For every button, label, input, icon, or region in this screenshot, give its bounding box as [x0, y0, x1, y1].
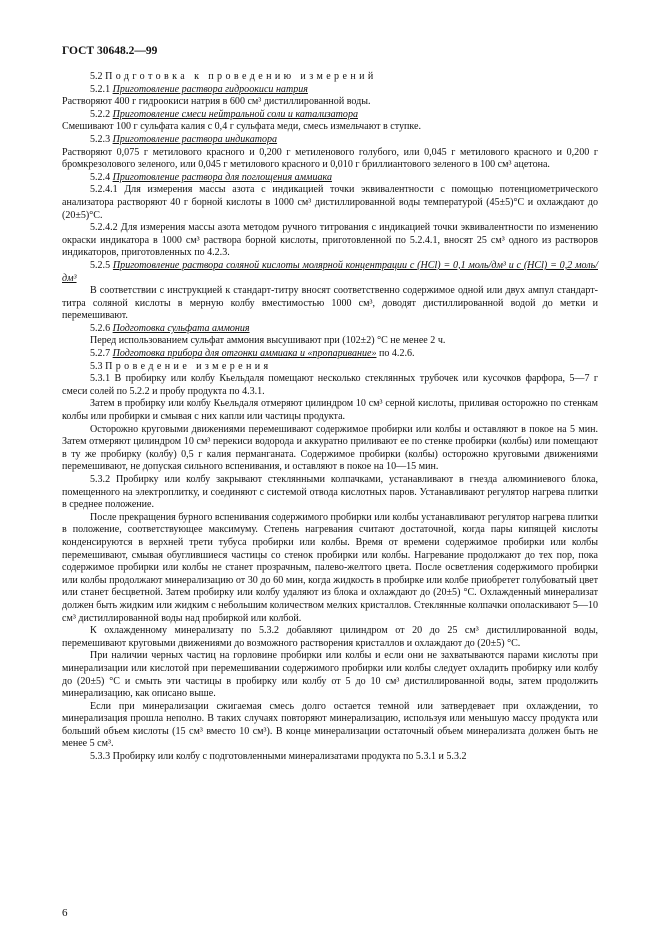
paragraph: Смешивают 100 г сульфата калия с 0,4 г сульфата меди, смесь измельчают в ступке. — [62, 121, 421, 133]
paragraph: Перед использованием сульфат аммония высушивают при (102±2) °С не менее 2 ч. — [90, 335, 446, 347]
subsection-heading: 5.2.1 Приготовление раствора гидроокиси натрия — [90, 83, 308, 95]
paragraph: Растворяют 400 г гидроокиси натрия в 600 см³ дистиллированной воды. — [62, 96, 371, 108]
spaced-heading: Подготовка к проведению измерений — [105, 71, 377, 82]
paragraph: 5.3.3 Пробирку или колбу с подготовленными минерализатами продукта по 5.3.1 и 5.3.2 — [90, 751, 467, 763]
section-heading: 5.3 Проведение измерения — [90, 360, 272, 372]
subsection-heading: 5.2.3 Приготовление раствора индикатора — [90, 133, 278, 145]
paragraph: 5.2.4.1 Для измерения массы азота с индикацией точки эквивалентности с помощью потенциометрического анализатора растворяют 40 г борной кислоты в 1000 см³ дистиллированной воды температурой (45±5)°С и охлаждают до (20±5)°С. — [62, 184, 598, 221]
subsection-heading: 5.2.6 Подготовка сульфата аммония — [90, 322, 250, 334]
paragraph: 5.2.4.2 Для измерения массы азота методом ручного титрования с индикацией точки эквивалентности по изменению окраски индикатора в 1000 см³ раствора борной кислоты, приготовленной по 5.2.4.1, вносят 25 см³ одного из растворов индикаторов, приготовленных по 4.2.3. — [62, 222, 598, 259]
paragraph: Растворяют 0,075 г метилового красного и 0,200 г метиленового голубого, или 0,045 г метилового красного и 0,200 г бромкрезолового зеленого, или 0,045 г метилового красного и 0,010 г бриллиантового зеленого в 100 см³ ацетона. — [62, 146, 598, 171]
document-header: ГОСТ 30648.2—99 — [62, 45, 158, 57]
subsection-heading: 5.2.2 Приготовление смеси нейтральной соли и катализатора — [90, 108, 359, 120]
page-number: 6 — [62, 907, 68, 919]
paragraph: 5.3.2 Пробирку или колбу закрывают стеклянными колпачками, устанавливают в гнезда алюминиевого блока, помещенного на электроплитку, и соединяют с системой отвода кислотных паров. Устанавливают регулятор нагрева плитки в среднее положение. — [62, 474, 598, 511]
subsection-heading: 5.2.4 Приготовление раствора для поглощения аммиака — [90, 171, 332, 183]
subsection-heading: 5.2.5 Приготовление раствора соляной кислоты молярной концентрации с (HCl) = 0,1 моль/дм³ и с (HCl) = 0,2 моль/дм³ — [62, 259, 598, 284]
paragraph: В соответствии с инструкцией к стандарт-титру вносят соответственно содержимое одной или двух ампул стандарт-титра соляной кислоты в мерную колбу вместимостью 1000 см³, доводят дистиллированной водой до метки и перемешивают. — [62, 285, 598, 322]
paragraph: К охлажденному минерализату по 5.3.2 добавляют цилиндром от 20 до 25 см³ дистиллированной воды, перемешивают круговыми движениями до возможного растворения кристаллов и охлаждают до (20±5) °С. — [62, 625, 598, 649]
section-heading: 5.2 Подготовка к проведению измерений — [90, 71, 377, 82]
subsection-heading: 5.2.7 Подготовка прибора для отгонки аммиака и «пропаривание» по 4.2.6. — [90, 348, 415, 360]
paragraph: После прекращения бурного вспенивания содержимого пробирки или колбы устанавливают регулятор нагрева плитки в положение, соответствующее максимуму. Степень нагревания считают достаточной, когда пары кипящей кислоты конденсируются в верхней трети тубуса пробирки или колбы. Время от времени содержимое пробирки или колбы перемешивают, смывая обуглившиеся частицы со стенок пробирки или колбы. Нагревание продолжают до тех пор, пока содержимое пробирки или колбы не станет прозрачным, палево-желтого цвета. После осветления содержимого пробирки или колбы продолжают минерализацию от 30 до 60 мин, когда жидкость в пробирке или колбе приобретет голубоватый цвет или станет бесцветной. Затем пробирку или колбу удаляют из блока и охлаждают до (20±5) °С. Охлажденный минерализат должен быть жидким или жидким с небольшим количеством мелких кристаллов. Стеклянные колпачки ополаскивают 5—10 см³ дистиллированной воды над пробиркой или колбой. — [62, 511, 598, 624]
paragraph: При наличии черных частиц на горловине пробирки или колбы и если они не захватываются парами кислоты при минерализации или кислотой при перемешивании содержимого пробирки или колбы следует охладить пробирку или колбу до (20±5) °С и смыть эти частицы в пробирку или колбу от 5 до 10 см³ дистиллированной воды, затем продолжить минерализацию, как описано выше. — [62, 650, 598, 700]
paragraph: Если при минерализации сжигаемая смесь долго остается темной или затвердевает при охлаждении, то минерализация прошла неполно. В таких случаях повторяют минерализацию, используя или меньшую массу продукта или больший объем кислоты (15 см³ вместо 10 см³). В конце минерализации остаточный объем минерализата должен быть не менее 5 см³. — [62, 700, 598, 750]
paragraph: Затем в пробирку или колбу Кьельдаля отмеряют цилиндром 10 см³ серной кислоты, приливая осторожно по стенкам колбы или пробирки и смывая с них капли или частицы продукта. — [62, 398, 598, 423]
document-body — [62, 71, 598, 764]
paragraph: Осторожно круговыми движениями перемешивают содержимое пробирки или колбы и оставляют в покое на 5 мин. Затем отмеряют цилиндром 10 см³ перекиси водорода и аккуратно приливают ее по стенке пробирки (колбы) или помещают в ту же пробирку (колбу) 0,5 г калия перманганата. Содержимое пробирки (колбы) осторожно круговыми движениями перемешивают, не допуская сильного вспенивания, и оставляют в покое на 10—15 мин. — [62, 423, 598, 473]
paragraph: 5.3.1 В пробирку или колбу Кьельдаля помещают несколько стеклянных трубочек или кусочков фарфора, 5—7 г смеси солей по 5.2.2 и пробу продукта по 4.3.1. — [62, 373, 598, 397]
spaced-heading: Проведение измерения — [105, 360, 272, 372]
